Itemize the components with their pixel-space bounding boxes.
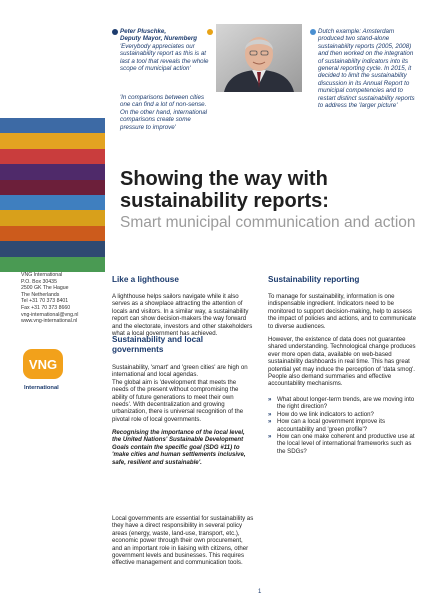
color-stripe xyxy=(0,149,105,164)
paragraph-local-governments xyxy=(112,515,254,567)
paragraph-lighthouse xyxy=(112,293,254,337)
quote-text-1: 'Everybody appreciates our sustainability report as this is at last a tool that reveals the whole scope of municipal action' xyxy=(120,43,209,73)
heading-sustainability-reporting: Sustainability reporting xyxy=(268,275,360,284)
address-line: VNG International xyxy=(21,272,63,278)
bullet-arrow-icon: » xyxy=(268,396,272,403)
list-item xyxy=(268,418,418,433)
sdg-quote: Recognising the importance of the local level, the United Nations' Sustainable Development Goals contain the specific goal (SDG #11) to 'make cities and human settlements inclusive, safe, resilient and sustainable'. xyxy=(112,429,246,466)
color-stripe xyxy=(0,133,105,148)
list-item-text: How do we link indicators to action? xyxy=(277,410,374,418)
paragraph-sustainability-1 xyxy=(112,364,254,423)
list-item xyxy=(268,396,418,411)
quote-dot xyxy=(112,29,118,35)
vng-logo-icon xyxy=(21,347,67,395)
color-stripes xyxy=(0,118,105,272)
address-line: The Netherlands xyxy=(21,291,60,298)
text-sustainability-1: Sustainability, 'smart' and 'green cities' are high on international and local agendas. xyxy=(112,364,248,379)
text-lighthouse: A lighthouse helps sailors navigate while it also serves as a showplace attracting the attention of locals and visitors. In a similar way, a sustainability report can show decision-makers the way forward and the electorate, investors and other stakeholders what a local government has achieved. xyxy=(112,293,253,338)
portrait-photo xyxy=(216,24,302,92)
list-item-text: How can one make coherent and productive use at the local level of international frameworks such as the SDGs? xyxy=(277,433,415,455)
color-stripe xyxy=(0,180,105,195)
dutch-example-text: Dutch example: Amsterdam produced two stand-alone sustainability reports (2005, 2008) and then worked on the integration of sustainability indicators into its general reporting cycle. In 2015, it decided to limit the sustainability discussion in its Annual Report to municipal competencies and to restart distinct sustainability reports to address the 'larger picture' xyxy=(318,28,415,110)
color-stripe xyxy=(0,241,105,256)
address-block xyxy=(21,272,111,325)
address-line: Fax +31 70 373 8660 xyxy=(21,304,71,311)
address-line[interactable]: www.vng-international.nl xyxy=(21,318,78,325)
color-stripe xyxy=(0,257,105,272)
bullet-arrow-icon: » xyxy=(268,433,272,441)
address-line: P.O. Box 30435 xyxy=(21,278,57,285)
text-reporting-1: To manage for sustainability, information is one indispensable ingredient. Indicators need to be monitored to support decision-making, help to assess the impact of policies and actions, and to communicate to diverse audiences. xyxy=(268,293,417,330)
heading-lighthouse: Like a lighthouse xyxy=(112,275,179,284)
text-sustainability-2: The global aim is 'development that meets the needs of the present without compromising the ability of future generations to meet their own needs'. With decentralization and growing urbanization, there is universal recognition of the pivotal role of local governments. xyxy=(112,378,244,423)
color-stripe xyxy=(0,226,105,241)
list-item-text: How can a local government improve its accountability and 'green profile'? xyxy=(277,418,386,433)
paragraph-reporting-2 xyxy=(268,336,418,388)
quote-author-name: Peter Pluschke, xyxy=(120,28,167,35)
logo-text: VNG xyxy=(28,357,58,372)
paragraph-reporting-1 xyxy=(268,293,418,330)
text-local-governments: Local governments are essential for sustainability as they have a direct responsibility in several policy areas (energy, waste, land-use, transport, etc.), economic power through their own procurement, and an important role in liaising with citizens, other government levels and businesses. This requires effective management and communication tools. xyxy=(112,515,254,567)
list-item-text: What about longer-term trends, are we moving into the right direction? xyxy=(277,396,415,411)
page-number: 1 xyxy=(258,589,262,595)
question-list xyxy=(268,396,418,455)
text-reporting-2: However, the existence of data does not guarantee shared understanding. Technological change produces ever more open data, available on web-based sustainability dashboards in real time. This has great potential yet may induce the perception of 'data smog'. People also demand summaries and effective accountability mechanisms. xyxy=(268,336,416,388)
color-stripe xyxy=(0,195,105,210)
color-stripe xyxy=(0,164,105,179)
logo-subtext: International xyxy=(24,385,59,391)
address-line: Tel +31 70 373 8401 xyxy=(21,298,69,305)
color-stripe xyxy=(0,118,105,133)
page-title: Showing the way with sustainability reports: xyxy=(120,168,329,212)
list-item xyxy=(268,433,418,455)
portrait-dot xyxy=(207,29,213,35)
bullet-arrow-icon: » xyxy=(268,418,272,426)
quote-author xyxy=(120,28,212,43)
dutch-dot xyxy=(310,29,316,35)
address-line[interactable]: vng-international@vng.nl xyxy=(21,311,79,318)
bullet-arrow-icon: » xyxy=(268,410,272,418)
quote-author-role: Deputy Mayor, Nuremberg xyxy=(120,35,198,43)
vng-logo xyxy=(21,347,67,395)
heading-sustainability-local: Sustainability and local governments xyxy=(112,335,203,354)
page-subtitle: Smart municipal communication and action xyxy=(120,214,416,231)
color-stripe xyxy=(0,210,105,225)
list-item xyxy=(268,411,418,418)
quote-text-2: 'In comparisons between cities one can find a lot of non-sense. On the other hand, international comparisons create some pressure to improve' xyxy=(120,94,208,131)
portrait-image xyxy=(216,24,302,92)
address-line: 2500 GK The Hague xyxy=(21,285,69,292)
